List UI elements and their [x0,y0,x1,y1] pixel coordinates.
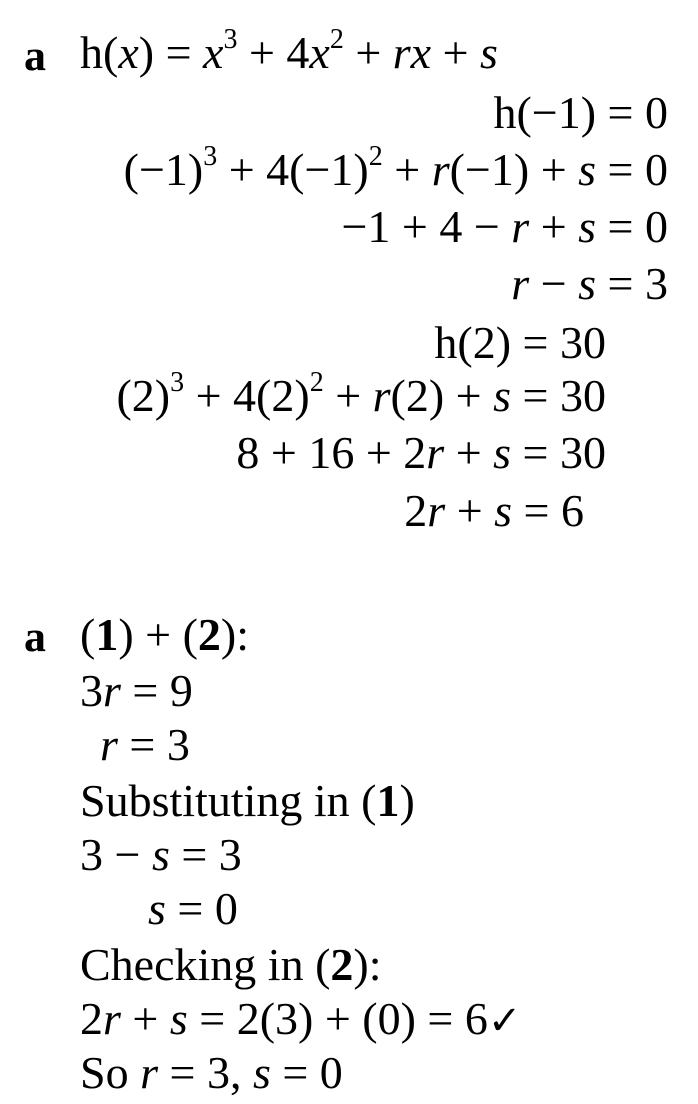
equation-line-5: r − s = 3 [511,258,668,309]
equation-line-1: $h(x) = x^3 + 4x^2$ + rx + s [80,24,498,78]
solution-line-5: 3 − s = 3 [80,829,242,880]
solution-line-2: 3r = 9 [80,665,193,716]
solution-line-6: s = 0 [148,883,238,934]
solution-line-1: (1) + (2): [80,609,250,660]
checkmark-icon: ✓ [487,998,522,1043]
solution-line-7: Checking in (2): [80,939,382,990]
equation-line-2: h(−1) = 0 [493,87,668,138]
solution-line-3: r = 3 [100,719,190,770]
part-b-label: a [24,612,46,661]
equation-line-3: $(-1)^3 + 4(-1)^2 + r(-1) + s = 0$ [123,141,668,195]
part-a-label: a [24,31,46,80]
equation-line-4: −1 + 4 − r + s = 0 [341,201,668,252]
solution-line-9: So r = 3, s = 0 [80,1047,343,1098]
equation-line-7: $(2)^3 + 4(2)^2 + r(2) + s = 30$ [116,367,606,421]
equation-line-8: 8 + 16 + 2r + s = 30 [236,427,606,478]
equation-line-9: 2r + s = 6 [404,485,584,536]
equation-line-6: h(2) = 30 [434,317,606,368]
solution-line-4: Substituting in (1) [80,775,415,826]
solution-line-8: 2r + s = 2(3) + (0) = 6✓ [80,993,522,1044]
